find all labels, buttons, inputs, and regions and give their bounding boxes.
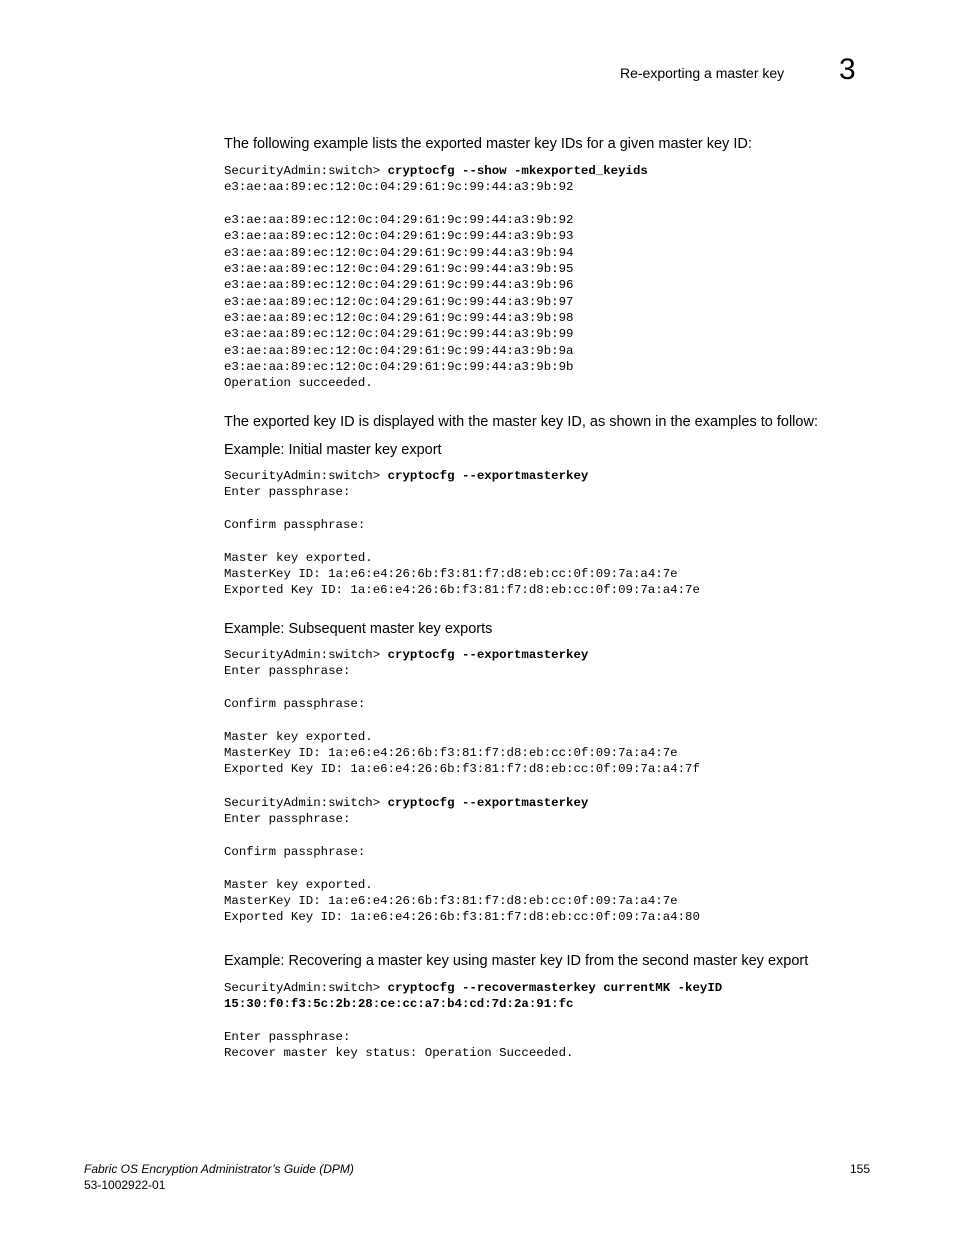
- output-line: Operation succeeded.: [224, 376, 373, 391]
- output-line: e3:ae:aa:89:ec:12:0c:04:29:61:9c:99:44:a3:9b:99: [224, 327, 574, 342]
- command: cryptocfg --exportmasterkey: [387, 469, 589, 483]
- command: cryptocfg --exportmasterkey: [387, 648, 589, 662]
- output-line: Confirm passphrase:: [224, 845, 366, 860]
- output-line: Enter passphrase:: [224, 1030, 351, 1045]
- footer-doc-number: 53-1002922-01: [84, 1178, 166, 1192]
- output-line: e3:ae:aa:89:ec:12:0c:04:29:61:9c:99:44:a3:9b:98: [224, 311, 574, 326]
- chapter-number: 3: [839, 53, 856, 86]
- prompt: SecurityAdmin:switch>: [224, 469, 388, 483]
- command-line: [224, 795, 700, 811]
- output-line: Enter passphrase:: [224, 812, 351, 827]
- output-line: Master key exported.: [224, 729, 373, 744]
- command: cryptocfg --show -mkexported_keyids: [387, 164, 648, 178]
- explain-paragraph: The exported key ID is displayed with the master key ID, as shown in the examples to follow:: [224, 414, 818, 430]
- example-recover-heading: Example: Recovering a master key using master key ID from the second master key export: [224, 953, 809, 969]
- output-line: [224, 860, 700, 876]
- output-line: Exported Key ID: 1a:e6:e4:26:6b:f3:81:f7:d8:eb:cc:0f:09:7a:a4:80: [224, 910, 700, 925]
- command-line: [224, 163, 648, 179]
- command-line: [224, 980, 722, 996]
- output-line: e3:ae:aa:89:ec:12:0c:04:29:61:9c:99:44:a3:9b:92: [224, 180, 574, 195]
- output-line: e3:ae:aa:89:ec:12:0c:04:29:61:9c:99:44:a3:9b:93: [224, 229, 574, 244]
- prompt: SecurityAdmin:switch>: [224, 648, 388, 662]
- footer-doc-info: [84, 1161, 354, 1193]
- code-block-initial-export: [224, 468, 700, 599]
- output-line: e3:ae:aa:89:ec:12:0c:04:29:61:9c:99:44:a3:9b:97: [224, 294, 574, 309]
- output-line: e3:ae:aa:89:ec:12:0c:04:29:61:9c:99:44:a3:9b:95: [224, 262, 574, 277]
- code-block-show-keyids: [224, 163, 648, 392]
- code-block-subsequent-export-1: [224, 647, 700, 778]
- output-line: [224, 501, 700, 517]
- command-line: [224, 647, 700, 663]
- intro-paragraph: The following example lists the exported master key IDs for a given master key ID:: [224, 136, 752, 152]
- example-subsequent-heading: Example: Subsequent master key exports: [224, 621, 493, 637]
- page-number: 155: [850, 1162, 871, 1176]
- command: cryptocfg --recovermasterkey currentMK -keyID: [387, 981, 723, 995]
- code-block-recover: [224, 980, 722, 1062]
- output-line: Master key exported.: [224, 550, 373, 565]
- section-title: Re-exporting a master key: [620, 65, 785, 81]
- prompt: SecurityAdmin:switch>: [224, 981, 388, 995]
- output-line: MasterKey ID: 1a:e6:e4:26:6b:f3:81:f7:d8:eb:cc:0f:09:7a:a4:7e: [224, 567, 678, 582]
- output-line: MasterKey ID: 1a:e6:e4:26:6b:f3:81:f7:d8:eb:cc:0f:09:7a:a4:7e: [224, 894, 678, 909]
- output-line: MasterKey ID: 1a:e6:e4:26:6b:f3:81:f7:d8:eb:cc:0f:09:7a:a4:7e: [224, 746, 678, 761]
- output-line: [224, 196, 648, 212]
- output-line: e3:ae:aa:89:ec:12:0c:04:29:61:9c:99:44:a3:9b:92: [224, 213, 574, 228]
- output-line: e3:ae:aa:89:ec:12:0c:04:29:61:9c:99:44:a3:9b:9a: [224, 343, 574, 358]
- code-block-subsequent-export-2: [224, 795, 700, 926]
- output-line: Master key exported.: [224, 877, 373, 892]
- output-line: [224, 712, 700, 728]
- command-continuation: 15:30:f0:f3:5c:2b:28:ce:cc:a7:b4:cd:7d:2a:91:fc: [224, 997, 574, 1012]
- output-line: Recover master key status: Operation Succeeded.: [224, 1046, 574, 1061]
- command: cryptocfg --exportmasterkey: [387, 796, 589, 810]
- output-line: [224, 680, 700, 696]
- output-line: Confirm passphrase:: [224, 697, 366, 712]
- output-line: Exported Key ID: 1a:e6:e4:26:6b:f3:81:f7:d8:eb:cc:0f:09:7a:a4:7e: [224, 583, 700, 598]
- prompt: SecurityAdmin:switch>: [224, 796, 388, 810]
- prompt: SecurityAdmin:switch>: [224, 164, 388, 178]
- output-line: [224, 1013, 722, 1029]
- example-initial-heading: Example: Initial master key export: [224, 442, 442, 458]
- output-line: Exported Key ID: 1a:e6:e4:26:6b:f3:81:f7:d8:eb:cc:0f:09:7a:a4:7f: [224, 762, 700, 777]
- footer-doc-title: Fabric OS Encryption Administrator’s Guide (DPM): [84, 1162, 354, 1176]
- output-line: e3:ae:aa:89:ec:12:0c:04:29:61:9c:99:44:a3:9b:9b: [224, 360, 574, 375]
- output-line: [224, 533, 700, 549]
- output-line: e3:ae:aa:89:ec:12:0c:04:29:61:9c:99:44:a3:9b:96: [224, 278, 574, 293]
- output-line: Confirm passphrase:: [224, 518, 366, 533]
- output-line: [224, 828, 700, 844]
- command-line: [224, 468, 700, 484]
- output-line: Enter passphrase:: [224, 664, 351, 679]
- output-line: Enter passphrase:: [224, 485, 351, 500]
- output-line: e3:ae:aa:89:ec:12:0c:04:29:61:9c:99:44:a3:9b:94: [224, 245, 574, 260]
